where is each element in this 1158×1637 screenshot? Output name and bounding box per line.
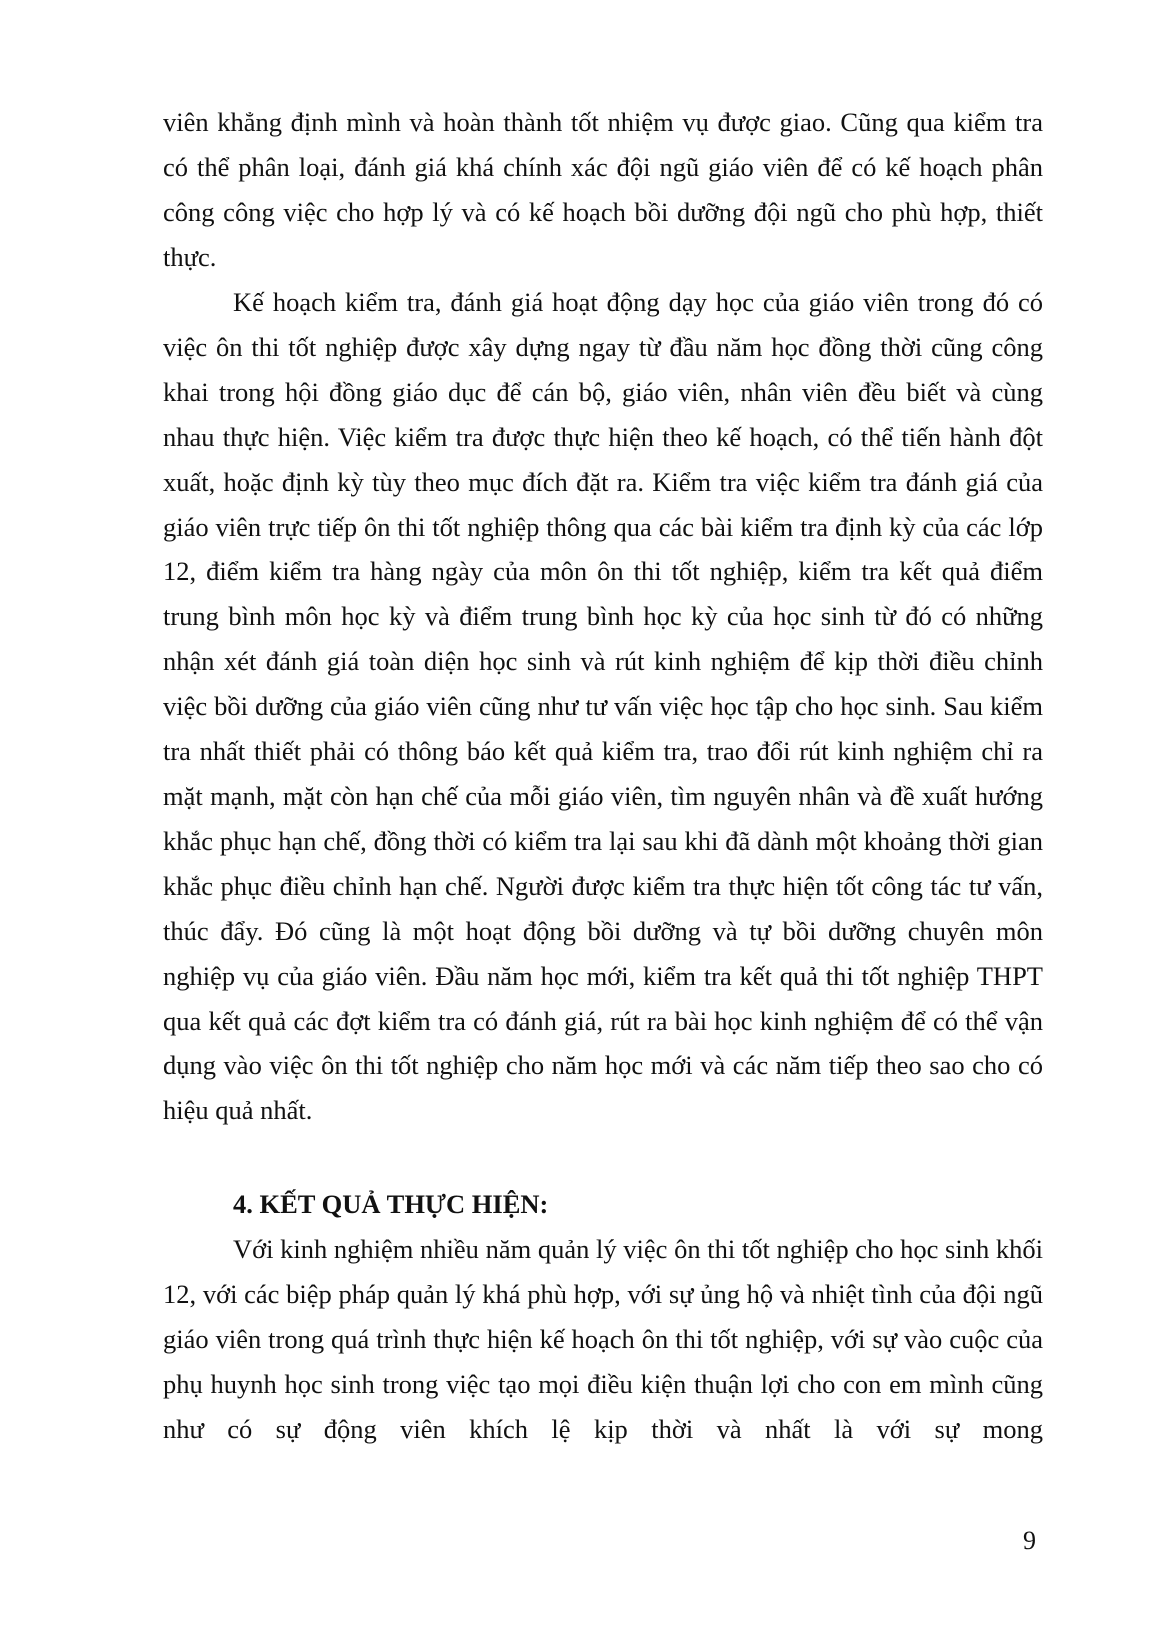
paragraph-results: Với kinh nghiệm nhiều năm quản lý việc ôn thi tốt nghiệp cho học sinh khối 12, với các biệp pháp quản lý khá phù hợp, với sự ủng hộ và nhiệt tình của đội ngũ giáo viên trong quá trình thực hiện kế hoạch ôn thi tốt nghiệp, với sự vào cuộc của phụ huynh học sinh trong việc tạo mọi điều kiện thuận lợi cho con em mình cũng như có sự động viên khích lệ kịp thời và nhất là với sự mong <box>163 1234 1043 1444</box>
page-number: 9 <box>1023 1526 1036 1555</box>
paragraph-inspection-plan: Kế hoạch kiểm tra, đánh giá hoạt động dạy học của giáo viên trong đó có việc ôn thi tốt nghiệp được xây dựng ngay từ đầu năm học đồng thời cũng công khai trong hội đồng giáo dục để cán bộ, giáo viên, nhân viên đều biết và cùng nhau thực hiện. Việc kiểm tra được thực hiện theo kế hoạch, có thể tiến hành đột xuất, hoặc định kỳ tùy theo mục đích đặt ra. Kiểm tra việc kiểm tra đánh giá của giáo viên trực tiếp ôn thi tốt nghiệp thông qua các bài kiểm tra định kỳ của các lớp 12, điểm kiểm tra hàng ngày của môn ôn thi tốt nghiệp, kiểm tra kết quả điểm trung bình môn học kỳ và điểm trung bình học kỳ của học sinh từ đó có những nhận xét đánh giá toàn diện học sinh và rút kinh nghiệm để kịp thời điều chỉnh việc bồi dưỡng của giáo viên cũng như tư vấn việc học tập cho học sinh. Sau kiểm tra nhất thiết phải có thông báo kết quả kiểm tra, trao đổi rút kinh nghiệm chỉ ra mặt mạnh, mặt còn hạn chế của mỗi giáo viên, tìm nguyên nhân và đề xuất hướng khắc phục hạn chế, đồng thời có kiểm tra lại sau khi đã dành một khoảng thời gian khắc phục điều chỉnh hạn chế. Người được kiểm tra thực hiện tốt công tác tư vấn, thúc đẩy. Đó cũng là một hoạt động bồi dưỡng và tự bồi dưỡng chuyên môn nghiệp vụ của giáo viên. Đầu năm học mới, kiểm tra kết quả thi tốt nghiệp THPT qua kết quả các đợt kiểm tra có đánh giá, rút ra bài học kinh nghiệm để có thể vận dụng vào việc ôn thi tốt nghiệp cho năm học mới và các năm tiếp theo sao cho có hiệu quả nhất. <box>163 287 1043 1126</box>
section-heading: 4. KẾT QUẢ THỰC HIỆN: <box>233 1189 549 1219</box>
paragraph-continuation: viên khẳng định mình và hoàn thành tốt nhiệm vụ được giao. Cũng qua kiểm tra có thể phân loại, đánh giá khá chính xác đội ngũ giáo viên để có kế hoạch phân công công việc cho hợp lý và có kế hoạch bồi dưỡng đội ngũ cho phù hợp, thiết thực. <box>163 107 1043 272</box>
